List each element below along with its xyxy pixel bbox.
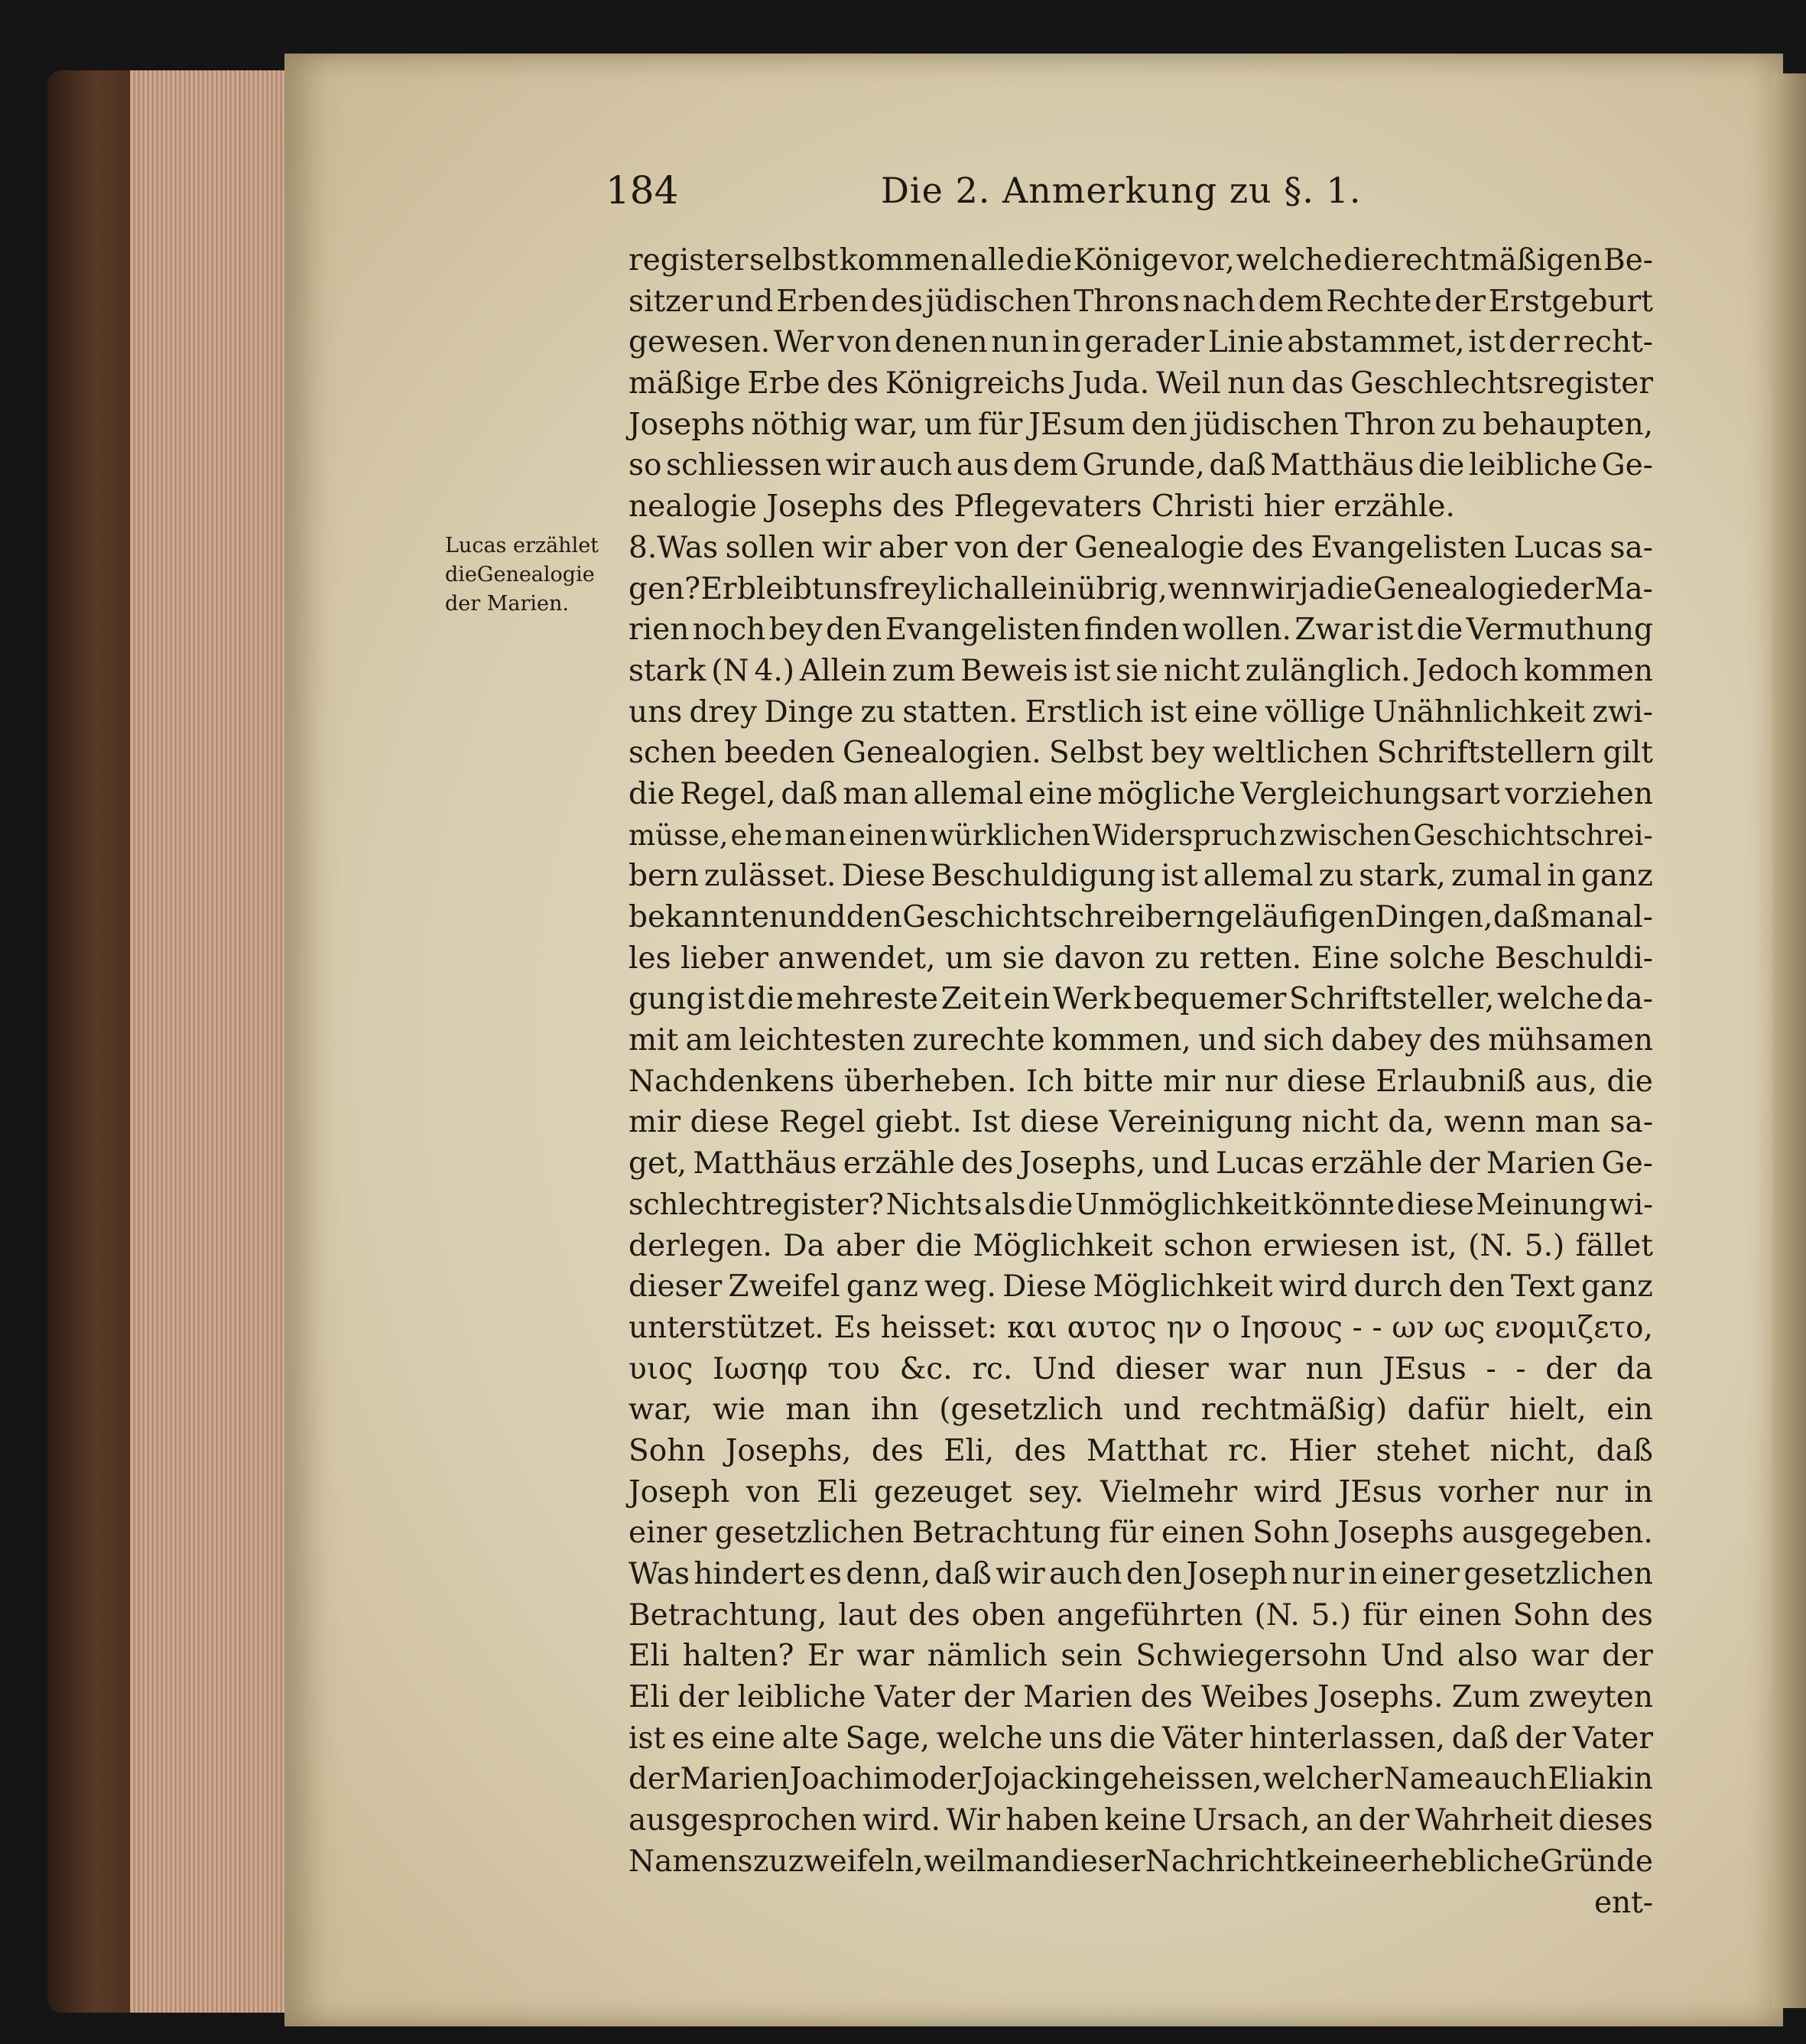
text-line: Eli halten? Er war nämlich sein Schwiegersohn Und also war der bbox=[629, 1639, 1653, 1674]
text-line: schlechtregister? Nichts als die Unmöglichkeit könnte diese Meinung wi- bbox=[629, 1187, 1653, 1221]
text-line: der Marien Joachim oder Jojackin geheissen, welcher Name auch Eliakin bbox=[629, 1762, 1653, 1797]
text-line: mir diese Regel giebt. Ist diese Vereinigung nicht da, wenn man sa- bbox=[629, 1105, 1653, 1140]
text-line: schen beeden Genealogien. Selbst bey weltlichen Schriftstellern gilt bbox=[629, 736, 1653, 771]
text-line: υιος Ιωσηφ του &c. rc. Und dieser war nun JEsus - - der da bbox=[629, 1351, 1653, 1386]
text-line: Joseph von Eli gezeuget sey. Vielmehr wird JEsus vorher nur in bbox=[629, 1474, 1653, 1509]
text-line: gung ist die mehreste Zeit ein Werk bequemer Schriftsteller, welche da- bbox=[629, 982, 1653, 1017]
text-line: müsse, ehe man einen würklichen Widerspruch zwischen Geschichtschrei- bbox=[629, 818, 1653, 852]
text-line: die Regel, daß man allemal eine mögliche Vergleichungsart vorziehen bbox=[629, 776, 1653, 811]
text-line: derlegen. Da aber die Möglichkeit schon erwiesen ist, (N. 5.) fället bbox=[629, 1228, 1653, 1263]
text-line: war, wie man ihn (gesetzlich und rechtmäßig) dafür hielt, ein bbox=[629, 1392, 1653, 1428]
text-line: Sohn Josephs, des Eli, des Matthat rc. Hier stehet nicht, daß bbox=[629, 1433, 1653, 1468]
text-line: get, Matthäus erzähle des Josephs, und Lucas erzähle der Marien Ge- bbox=[629, 1146, 1653, 1181]
text-line: Josephs nöthig war, um für JEsum den jüdischen Thron zu behaupten, bbox=[629, 407, 1653, 442]
text-line: ausgesprochen wird. Wir haben keine Ursach, an der Wahrheit dieses bbox=[629, 1803, 1653, 1838]
text-line: unterstützet. Es heisset: και αυτος ην ο Ιησους - - ων ως ενομιζετο, bbox=[629, 1310, 1653, 1345]
text-line: stark (N 4.) Allein zum Beweis ist sie nicht zulänglich. Jedoch kommen bbox=[629, 653, 1653, 688]
marginal-note-line: der Marien. bbox=[445, 592, 569, 616]
catchword: ent- bbox=[1593, 1885, 1653, 1920]
text-line: nealogie Josephs des Pflegevaters Christi hier erzähle. bbox=[629, 489, 1455, 525]
text-line: register selbst kommen alle die Könige vor, welche die rechtmäßigen Be- bbox=[629, 243, 1653, 278]
text-line: Was hindert es denn, daß wir auch den Joseph nur in einer gesetzlichen bbox=[629, 1557, 1653, 1591]
text-line: Nachdenkens überheben. Ich bitte mir nur diese Erlaubniß aus, die bbox=[629, 1064, 1653, 1099]
running-head: Die 2. Anmerkung zu §. 1. bbox=[881, 170, 1362, 211]
marginal-note-line: Lucas erzählet bbox=[445, 534, 599, 557]
text-line: ist es eine alte Sage, welche uns die Väter hinterlassen, daß der Vater bbox=[629, 1721, 1653, 1756]
text-line: dieser Zweifel ganz weg. Diese Möglichkeit wird durch den Text ganz bbox=[629, 1269, 1653, 1305]
text-line: Betrachtung, laut des oben angeführten (N. 5.) für einen Sohn des bbox=[629, 1597, 1653, 1633]
page-number: 184 bbox=[606, 168, 679, 213]
body-text bbox=[629, 240, 1653, 1923]
marginal-note bbox=[445, 531, 606, 619]
text-line: so schliessen wir auch aus dem Grunde, daß Matthäus die leibliche Ge- bbox=[629, 448, 1653, 483]
text-line: les lieber anwendet, um sie davon zu retten. Eine solche Beschuldi- bbox=[629, 941, 1653, 976]
text-line: Eli der leibliche Vater der Marien des Weibes Josephs. Zum zweyten bbox=[629, 1680, 1653, 1715]
text-line: bern zulässet. Diese Beschuldigung ist allemal zu stark, zumal in ganz bbox=[629, 859, 1653, 894]
text-line: 8.Was sollen wir aber von der Genealogie des Evangelisten Lucas sa- bbox=[629, 530, 1653, 565]
text-line: Namens zu zweifeln, weil man dieser Nachricht keine erhebliche Gründe bbox=[629, 1844, 1653, 1879]
text-line: mit am leichtesten zurechte kommen, und sich dabey des mühsamen bbox=[629, 1023, 1653, 1058]
text-line: einer gesetzlichen Betrachtung für einen Sohn Josephs ausgegeben. bbox=[629, 1516, 1653, 1551]
page-stack-edges bbox=[130, 70, 291, 2013]
text-line: rien noch bey den Evangelisten finden wollen. Zwar ist die Vermuthung bbox=[629, 613, 1653, 648]
marginal-note-line: dieGenealogie bbox=[445, 563, 595, 587]
page-header bbox=[606, 168, 1714, 222]
text-line: uns drey Dinge zu statten. Erstlich ist eine völlige Unähnlichkeit zwi- bbox=[629, 694, 1653, 730]
text-line: bekannten und den Geschichtschreibern geläufigen Dingen, daß man al- bbox=[629, 900, 1653, 934]
text-line: mäßige Erbe des Königreichs Juda. Weil nun das Geschlechtsregister bbox=[629, 366, 1653, 401]
text-line: gewesen. Wer von denen nun in gerader Linie abstammet, ist der recht- bbox=[629, 325, 1653, 360]
text-line: sitzer und Erben des jüdischen Throns nach dem Rechte der Erstgeburt bbox=[629, 284, 1653, 319]
text-line: gen? Er bleibt uns freylich allein übrig, wenn wir ja die Genealogie der Ma- bbox=[629, 571, 1653, 606]
page-gutter-right bbox=[1772, 73, 1806, 2008]
